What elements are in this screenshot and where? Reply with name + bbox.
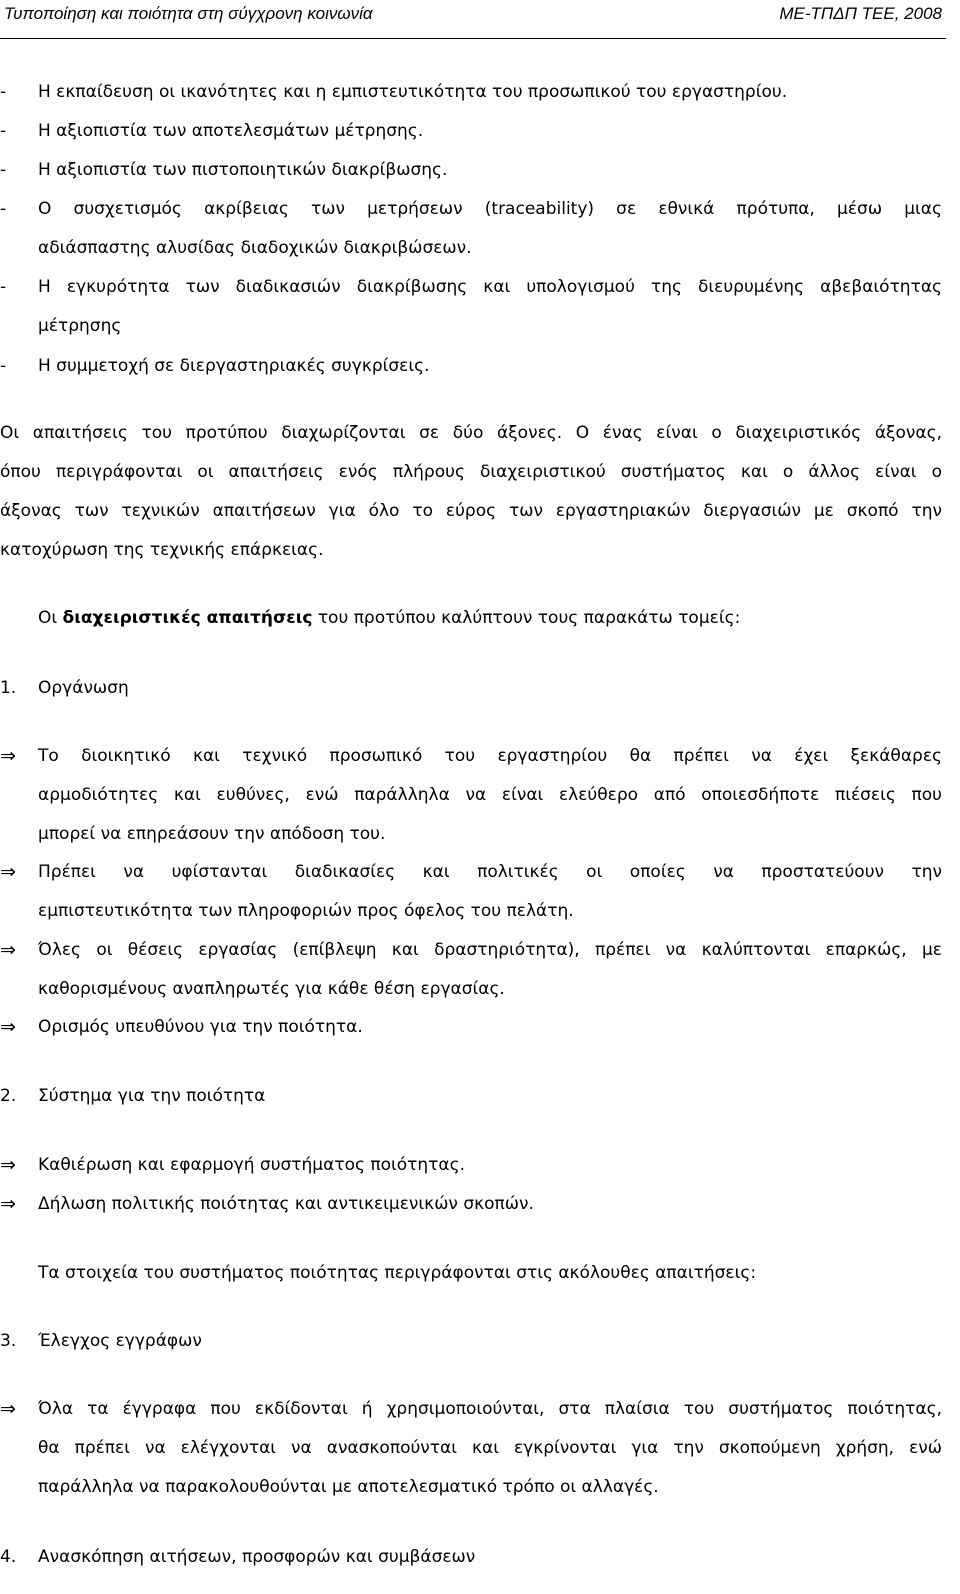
list-item-continuation: αδιάσπαστης αλυσίδας διαδοχικών διακριβώσεων.	[38, 238, 472, 258]
double-arrow-icon: ⇒	[0, 861, 16, 883]
list-item-text: Πρέπει να υφίστανται διαδικασίες και πολιτικές οι οποίες να προστατεύουν την	[38, 862, 942, 882]
list-item-continuation: παράλληλα να παρακολουθούνται με αποτελεσματικό τρόπο οι αλλαγές.	[38, 1477, 659, 1497]
list-item-continuation: θα πρέπει να ελέγχονται να ανασκοπούνται και εγκρίνονται για την σκοπούμενη χρήση, ενώ	[38, 1438, 942, 1458]
list-item-text: Η συμμετοχή σε διεργαστηριακές συγκρίσεις.	[38, 356, 430, 376]
header-publisher: ΜΕ-ΤΠΔΠ ΤΕΕ, 2008	[779, 4, 942, 23]
double-arrow-icon: ⇒	[0, 1398, 16, 1420]
list-item-text: Το διοικητικό και τεχνικό προσωπικό του εργαστηρίου θα πρέπει να έχει ξεκάθαρες	[38, 746, 942, 766]
section-number: 3.	[0, 1331, 17, 1351]
double-arrow-icon: ⇒	[0, 939, 16, 961]
list-item-continuation: εμπιστευτικότητα των πληροφοριών προς όφελος του πελάτη.	[38, 901, 574, 921]
paragraph-line: κατοχύρωση της τεχνικής επάρκειας.	[0, 540, 324, 560]
paragraph-line: όπου περιγράφονται οι απαιτήσεις ενός πλήρους διαχειριστικού συστήματος και ο άλλος είναι ο	[0, 462, 942, 482]
list-item-text: Δήλωση πολιτικής ποιότητας και αντικειμενικών σκοπών.	[38, 1194, 534, 1214]
dash-bullet: -	[0, 82, 7, 102]
list-item-text: Όλες οι θέσεις εργασίας (επίβλεψη και δραστηριότητα), πρέπει να καλύπτονται επαρκώς, με	[38, 940, 942, 960]
double-arrow-icon: ⇒	[0, 745, 16, 767]
dash-bullet: -	[0, 121, 7, 141]
section-number: 2.	[0, 1086, 17, 1106]
section-title: Οργάνωση	[38, 678, 129, 698]
section-number: 1.	[0, 678, 17, 698]
section-title: Σύστημα για την ποιότητα	[38, 1086, 266, 1106]
list-item-text: Όλα τα έγγραφα που εκδίδονται ή χρησιμοποιούνται, στα πλαίσια του συστήματος ποιότητας,	[38, 1399, 942, 1419]
list-item-text: Η εκπαίδευση οι ικανότητες και η εμπιστευτικότητα του προσωπικού του εργαστηρίου.	[38, 82, 788, 102]
section-title: Έλεγχος εγγράφων	[38, 1331, 202, 1351]
double-arrow-icon: ⇒	[0, 1193, 16, 1215]
bold-phrase: διαχειριστικές απαιτήσεις	[62, 608, 313, 628]
dash-bullet: -	[0, 160, 7, 180]
paragraph-line: άξονας των τεχνικών απαιτήσεων για όλο το εύρος των εργαστηριακών διεργασιών με σκοπό την	[0, 501, 942, 521]
list-item-text: Η αξιοπιστία των πιστοποιητικών διακρίβωσης.	[38, 160, 448, 180]
section-title: Ανασκόπηση αιτήσεων, προσφορών και συμβάσεων	[38, 1547, 476, 1567]
list-item-text: Η εγκυρότητα των διαδικασιών διακρίβωσης και υπολογισμού της διευρυμένης αβεβαιότητας	[38, 277, 942, 297]
section-number: 4.	[0, 1547, 17, 1567]
list-item-text: Ο συσχετισμός ακρίβειας των μετρήσεων (traceability) σε εθνικά πρότυπα, μέσω μιας	[38, 199, 942, 219]
paragraph-intro: Οι διαχειριστικές απαιτήσεις του προτύπου καλύπτουν τους παρακάτω τομείς:	[38, 608, 741, 628]
dash-bullet: -	[0, 277, 7, 297]
list-item-continuation: αρμοδιότητες και ευθύνες, ενώ παράλληλα να είναι ελεύθερο από οποιεσδήποτε πιέσεις που	[38, 785, 942, 805]
paragraph-line: Οι απαιτήσεις του προτύπου διαχωρίζονται σε δύο άξονες. Ο ένας είναι ο διαχειριστικός άξονας,	[0, 423, 942, 443]
page-header	[0, 2, 946, 39]
list-item-continuation: μέτρησης	[38, 316, 122, 336]
double-arrow-icon: ⇒	[0, 1016, 16, 1038]
list-item-text: Ορισμός υπευθύνου για την ποιότητα.	[38, 1017, 363, 1037]
section-note: Τα στοιχεία του συστήματος ποιότητας περιγράφονται στις ακόλουθες απαιτήσεις:	[38, 1263, 757, 1283]
dash-bullet: -	[0, 356, 7, 376]
header-title: Τυποποίηση και ποιότητα στη σύγχρονη κοινωνία	[4, 4, 373, 23]
list-item-continuation: μπορεί να επηρεάσουν την απόδοση του.	[38, 824, 386, 844]
double-arrow-icon: ⇒	[0, 1154, 16, 1176]
list-item-text: Καθιέρωση και εφαρμογή συστήματος ποιότητας.	[38, 1155, 465, 1175]
list-item-continuation: καθορισμένους αναπληρωτές για κάθε θέση εργασίας.	[38, 979, 505, 999]
dash-bullet: -	[0, 199, 7, 219]
list-item-text: Η αξιοπιστία των αποτελεσμάτων μέτρησης.	[38, 121, 424, 141]
